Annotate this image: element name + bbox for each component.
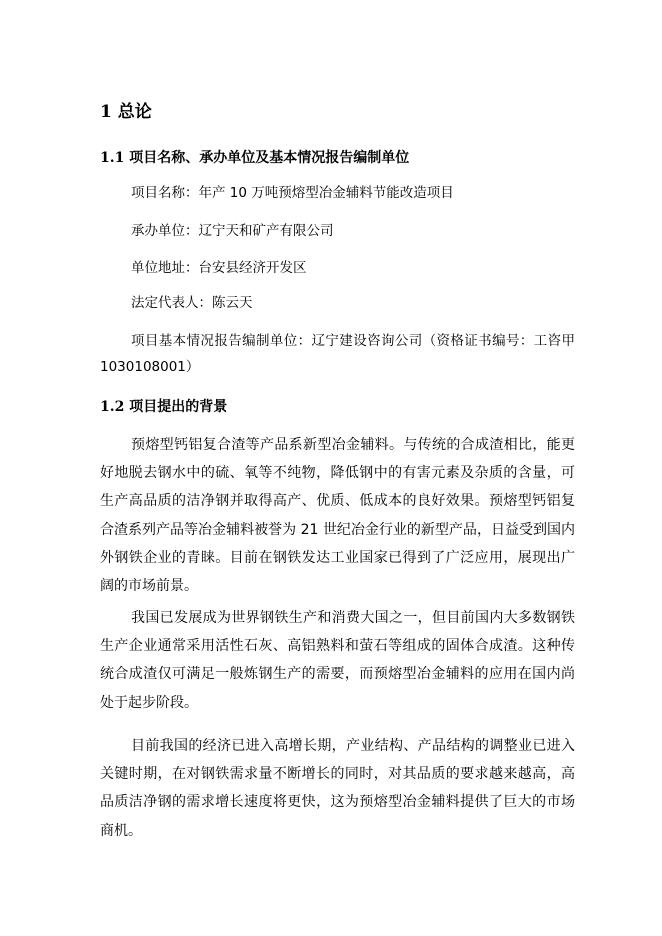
project-name-line: 项目名称：年产 10 万吨预熔型冶金辅料节能改造项目	[131, 185, 454, 201]
undertaking-unit-line: 承办单位：辽宁天和矿产有限公司	[131, 223, 334, 239]
section-heading-1-1: 1.1 项目名称、承办单位及基本情况报告编制单位	[100, 150, 410, 166]
report-unit-paragraph	[100, 328, 575, 380]
background-paragraph-2: 我国已发展成为世界钢铁生产和消费大国之一，但目前国内大多数钢铁生产企业通常采用活性石灰、高铝熟料和萤石等组成的固体合成渣。这种传统合成渣仅可满足一般炼钢生产的需要，而预熔型冶金辅料的应用在国内尚处于起步阶段。	[100, 610, 575, 711]
background-paragraph-3: 目前我国的经济已进入高增长期，产业结构、产品结构的调整业已进入关键时期，在对钢铁需求量不断增长的同时，对其品质的要求越来越高，高品质洁净钢的需求增长速度将更快，这为预熔型冶金辅料提供了巨大的市场商机。	[100, 738, 575, 839]
report-unit-text: 项目基本情况报告编制单位：辽宁建设咨询公司（资格证书编号：工咨甲 1030108001）	[100, 333, 575, 375]
legal-representative-line: 法定代表人：陈云天	[131, 295, 253, 311]
unit-address-line: 单位地址：台安县经济开发区	[131, 260, 307, 276]
chapter-heading: 1 总论	[100, 102, 152, 122]
background-paragraph-1: 预熔型钙铝复合渣等产品系新型冶金辅料。与传统的合成渣相比，能更好地脱去钢水中的硫、氧等不纯物，降低钢中的有害元素及杂质的含量，可生产高品质的洁净钢并取得高产、优质、低成本的良好效果。预熔型钙铝复合渣系列产品等冶金辅料被誉为 21 世纪冶金行业的新型产品，日益受到国内外钢铁企业的青睐。目前在钢铁发达工业国家已得到了广泛应用，展现出广阔的市场前景。	[100, 437, 575, 595]
section-heading-1-2: 1.2 项目提出的背景	[100, 399, 228, 415]
